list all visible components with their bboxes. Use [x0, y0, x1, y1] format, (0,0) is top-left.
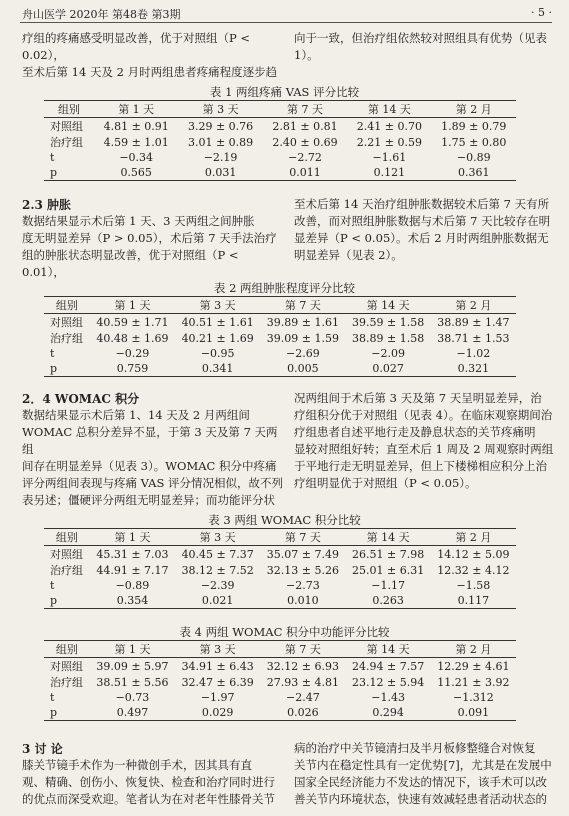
table-cell: 27.93 ± 4.81 — [266, 675, 339, 689]
table-cell: −2.39 — [200, 579, 235, 592]
table-cell: 0.294 — [346, 705, 431, 721]
text-line: 数据结果显示术后第 1 天、3 天两组之间肿胀 — [22, 214, 255, 228]
table-cell: 0.565 — [94, 165, 178, 181]
table-row — [44, 658, 516, 675]
table-cell: −0.89 — [456, 151, 491, 164]
table-cell: 38.51 ± 5.56 — [96, 675, 169, 689]
table-cell: −2.72 — [288, 151, 322, 164]
table-cell: 39.89 ± 1.61 — [266, 315, 339, 329]
table-cell: 23.12 ± 5.94 — [352, 675, 425, 689]
table-4 — [44, 640, 516, 721]
row-label: p — [44, 361, 90, 377]
table-cell: 32.47 ± 6.39 — [181, 675, 254, 689]
table-cell: 26.51 ± 7.98 — [352, 547, 425, 561]
top-left-text — [22, 30, 284, 81]
table-row — [44, 134, 516, 150]
text-line: 显差异（P < 0.05）。术后 2 月时两组肿胀数据无 — [294, 231, 549, 245]
section-3-heading: 3 讨 论 — [22, 742, 63, 756]
table-cell: 24.94 ± 7.57 — [352, 659, 425, 673]
col-header: 第 3 天 — [175, 297, 260, 314]
section-2-3-left — [22, 213, 284, 281]
table-row — [44, 150, 516, 165]
table-cell: 3.01 ± 0.89 — [187, 135, 254, 149]
col-header: 第 14 天 — [346, 529, 431, 546]
table-cell: 0.010 — [260, 593, 345, 609]
table-cell: 0.021 — [175, 593, 260, 609]
col-header: 第 14 天 — [346, 641, 431, 658]
text-line: 1）。 — [294, 48, 319, 62]
table-cell: −1.58 — [456, 579, 491, 592]
text-line: 国家全民经济能力不发达的情况下，该手术可以改 — [294, 775, 547, 789]
table-row — [44, 314, 516, 331]
row-label: t — [50, 691, 55, 704]
table-cell: 0.005 — [260, 361, 345, 377]
col-header: 第 2 月 — [431, 641, 516, 658]
table-cell: 40.45 ± 7.37 — [181, 547, 254, 561]
text-line: 善关节内环境状态，快速有效减轻患者活动状态的 — [294, 792, 547, 806]
table-cell: 0.117 — [431, 593, 516, 609]
table-row — [44, 330, 516, 346]
table-cell: 39.09 ± 1.59 — [266, 331, 339, 345]
table-cell: 0.091 — [431, 705, 516, 721]
text-line: 于平地行走无明显差异，但上下楼梯相应积分上治 — [294, 459, 547, 473]
text-line: 显较对照组好转；直至术后 1 周及 2 周观察时两组 — [294, 442, 554, 456]
section-2-3-heading: 2.3 肿胀 — [22, 198, 72, 212]
top-right-text — [294, 30, 554, 64]
table-4-caption: 表 4 两组 WOMAC 积分中功能评分比较 — [179, 625, 390, 639]
table-cell: 0.029 — [175, 705, 260, 721]
table-cell: −1.17 — [371, 579, 405, 592]
row-label: 对照组 — [50, 548, 83, 561]
col-header: 第 1 天 — [90, 297, 175, 314]
table-cell: 2.21 ± 0.59 — [356, 135, 422, 149]
table-cell: 2.81 ± 0.81 — [272, 119, 338, 133]
col-header: 第 3 天 — [175, 529, 260, 546]
table-cell: 14.12 ± 5.09 — [437, 547, 510, 561]
table-cell: 0.121 — [347, 165, 431, 181]
col-header: 第 7 天 — [263, 101, 347, 118]
table-cell: 44.91 ± 7.17 — [96, 563, 169, 577]
table-cell: 39.59 ± 1.58 — [352, 315, 425, 329]
table-cell: −1.312 — [453, 691, 494, 704]
text-line: 度无明显差异（P > 0.05），术后第 7 天手法治疗 — [22, 231, 277, 245]
section-2-4-right — [294, 390, 554, 492]
table-cell: 40.48 ± 1.69 — [96, 331, 169, 345]
col-header: 组别 — [44, 101, 94, 118]
table-cell: 11.21 ± 3.92 — [437, 675, 510, 689]
col-header: 第 14 天 — [347, 101, 431, 118]
header-rule — [20, 22, 552, 23]
text-line: 关节内在稳定性具有一定优势[7]，尤其是在发展中 — [294, 758, 552, 772]
table-2 — [44, 296, 516, 377]
table-cell: −2.19 — [203, 151, 238, 164]
col-header: 第 1 天 — [90, 529, 175, 546]
col-header: 第 7 天 — [260, 529, 345, 546]
table-cell: 0.026 — [260, 705, 345, 721]
table-2-caption: 表 2 两组肿胀程度评分比较 — [213, 281, 356, 295]
table-cell: −2.73 — [286, 579, 320, 592]
col-header: 第 3 天 — [178, 101, 262, 118]
section-2-3-right — [294, 196, 554, 264]
col-header: 组别 — [44, 641, 90, 658]
table-cell: 38.12 ± 7.52 — [181, 563, 254, 577]
table-cell: 0.361 — [432, 165, 516, 181]
row-label: p — [44, 165, 94, 181]
row-label: 对照组 — [50, 120, 83, 133]
row-label: 治疗组 — [50, 332, 83, 345]
row-label: 对照组 — [50, 660, 83, 673]
table-cell: −2.69 — [286, 347, 320, 360]
table-row — [44, 165, 516, 181]
text-line: 况两组间于术后第 3 天及第 7 天呈明显差异，治 — [294, 391, 542, 405]
table-1-caption: 表 1 两组疼痛 VAS 评分比较 — [209, 85, 360, 99]
table-cell: 1.89 ± 0.79 — [441, 119, 507, 133]
table-cell: −0.95 — [200, 347, 235, 360]
table-cell: 38.89 ± 1.58 — [352, 331, 425, 345]
table-cell: 45.31 ± 7.03 — [96, 547, 169, 561]
table-cell: −1.97 — [200, 691, 235, 704]
row-label: 治疗组 — [50, 676, 83, 689]
row-label: 对照组 — [50, 316, 83, 329]
table-cell: −1.02 — [456, 347, 491, 360]
text-line: 至术后第 14 天及 2 月时两组患者疼痛程度逐步趋 — [22, 65, 278, 79]
table-cell: 1.75 ± 0.80 — [441, 135, 507, 149]
text-line: 病的治疗中关节镜清扫及半月板修整缝合对恢复 — [294, 741, 536, 755]
col-header: 组别 — [44, 529, 90, 546]
table-3 — [44, 528, 516, 609]
table-row — [44, 346, 516, 361]
table-cell: −1.43 — [371, 691, 405, 704]
table-cell: 25.01 ± 6.31 — [352, 563, 425, 577]
table-row — [44, 705, 516, 721]
table-cell: −0.73 — [115, 691, 150, 704]
table-cell: 0.011 — [263, 165, 347, 181]
section-3-right — [294, 740, 554, 808]
text-line: 向于一致，但治疗组依然较对照组具有优势（见表 — [294, 31, 547, 45]
text-line: 疗组的疼痛感受明显改善，优于对照组（P < 0.02）， — [22, 31, 251, 62]
section-2-4-left — [22, 407, 284, 509]
table-cell: 34.91 ± 6.43 — [181, 659, 254, 673]
table-3-caption: 表 3 两组 WOMAC 积分比较 — [208, 513, 361, 527]
text-line: 观、精确、创伤小、恢复快、检查和治疗同时进行 — [22, 775, 275, 789]
page-number: · 5 · — [531, 6, 552, 19]
table-cell: 38.71 ± 1.53 — [437, 331, 510, 345]
table-cell: 40.21 ± 1.69 — [181, 331, 254, 345]
table-cell: −2.09 — [371, 347, 405, 360]
table-cell: 0.759 — [90, 361, 175, 377]
section-3-left — [22, 757, 284, 808]
table-cell: −0.34 — [119, 151, 154, 164]
table-cell: −0.89 — [115, 579, 150, 592]
row-label: p — [44, 593, 90, 609]
table-cell: 12.32 ± 4.12 — [437, 563, 510, 577]
row-label: 治疗组 — [50, 564, 83, 577]
table-row — [44, 674, 516, 690]
col-header: 第 1 天 — [90, 641, 175, 658]
table-cell: 38.89 ± 1.47 — [437, 315, 510, 329]
table-row — [44, 546, 516, 563]
table-row — [44, 562, 516, 578]
table-cell: 2.40 ± 0.69 — [272, 135, 338, 149]
table-1 — [44, 100, 516, 181]
table-cell: 0.263 — [346, 593, 431, 609]
text-line: 间存在明显差异（见表 3）。WOMAC 积分中疼痛 — [22, 459, 277, 473]
text-line: 至术后第 14 天治疗组肿胀数据较术后第 7 天有所 — [294, 197, 550, 211]
table-cell: 32.12 ± 6.93 — [266, 659, 339, 673]
row-label: t — [50, 579, 55, 592]
table-row — [44, 690, 516, 705]
text-line: 膝关节镜手术作为一种微创手术，因其具有直 — [22, 758, 252, 772]
text-line: 组的肿胀状态明显改善，优于对照组（P < 0.01）， — [22, 248, 239, 279]
table-row — [44, 118, 516, 135]
col-header: 第 7 天 — [260, 297, 345, 314]
row-label: t — [50, 347, 55, 360]
row-label: t — [50, 151, 55, 164]
table-cell: 32.13 ± 5.26 — [266, 563, 339, 577]
text-line: 数据结果显示术后第 1、14 天及 2 月两组间 — [22, 408, 250, 422]
table-cell: 40.59 ± 1.71 — [96, 315, 169, 329]
table-cell: 39.09 ± 5.97 — [96, 659, 169, 673]
table-cell: −0.29 — [115, 347, 150, 360]
table-cell: −2.47 — [286, 691, 320, 704]
text-line: 疗组明显优于对照组（P < 0.05）。 — [294, 476, 477, 490]
header-journal: 舟山医学 2020年 第48卷 第3期 — [22, 8, 181, 21]
col-header: 第 2 月 — [432, 101, 516, 118]
col-header: 第 3 天 — [175, 641, 260, 658]
table-row — [44, 578, 516, 593]
col-header: 第 1 天 — [94, 101, 178, 118]
table-row — [44, 593, 516, 609]
col-header: 组别 — [44, 297, 90, 314]
col-header: 第 7 天 — [260, 641, 345, 658]
text-line: 表另述；僵硬评分两组无明显差异；而功能评分状 — [22, 493, 275, 507]
col-header: 第 2 月 — [431, 529, 516, 546]
table-row — [44, 361, 516, 377]
col-header: 第 2 月 — [431, 297, 516, 314]
text-line: 疗组积分优于对照组（见表 4）。在临床观察期间治 — [294, 408, 553, 422]
table-cell: 4.81 ± 0.91 — [103, 119, 169, 133]
table-cell: 0.321 — [431, 361, 516, 377]
table-cell: 3.29 ± 0.76 — [187, 119, 254, 133]
table-cell: 0.497 — [90, 705, 175, 721]
table-cell: 40.51 ± 1.61 — [181, 315, 254, 329]
col-header: 第 14 天 — [346, 297, 431, 314]
table-cell: 2.41 ± 0.70 — [356, 119, 422, 133]
text-line: WOMAC 总积分差异不显，于第 3 天及第 7 天两组 — [22, 425, 278, 456]
table-cell: 35.07 ± 7.49 — [266, 547, 339, 561]
table-cell: 0.031 — [178, 165, 262, 181]
row-label: p — [44, 705, 90, 721]
table-cell: 4.59 ± 1.01 — [103, 135, 169, 149]
table-cell: 0.027 — [346, 361, 431, 377]
row-label: 治疗组 — [50, 136, 83, 149]
table-cell: 12.29 ± 4.61 — [437, 659, 510, 673]
text-line: 明显差异（见表 2）。 — [294, 248, 403, 262]
text-line: 改善，而对照组肿胀数据与术后第 7 天比较存在明 — [294, 214, 551, 228]
text-line: 疗组患者自述平地行走及静息状态的关节疼痛明 — [294, 425, 536, 439]
section-2-4-heading: 2．4 WOMAC 积分 — [22, 392, 140, 406]
table-cell: 0.341 — [175, 361, 260, 377]
table-cell: 0.354 — [90, 593, 175, 609]
text-line: 的优点而深受欢迎。笔者认为在对老年性膝骨关节 — [22, 792, 275, 806]
table-cell: −1.61 — [372, 151, 407, 164]
text-line: 评分两组间表现与疼痛 VAS 评分情况相似，故不列 — [22, 476, 284, 490]
